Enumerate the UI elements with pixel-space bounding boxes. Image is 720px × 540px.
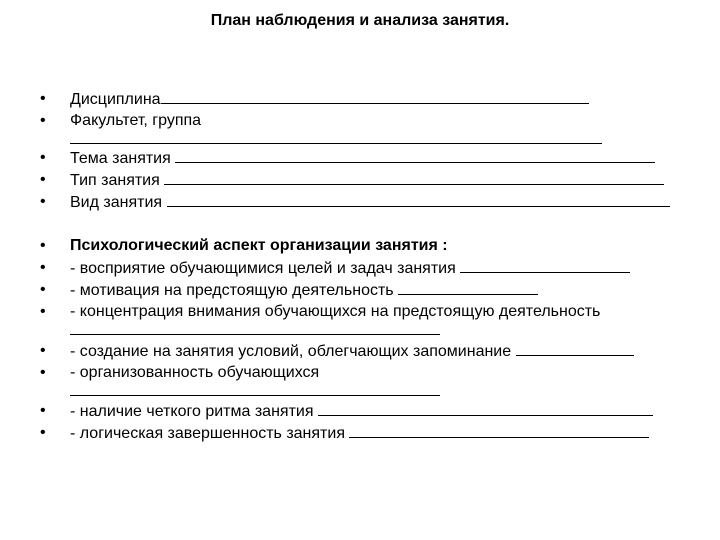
fill-in-line[interactable] (164, 169, 664, 185)
concentration-fill-row (0, 319, 720, 341)
fill-in-line[interactable] (460, 257, 630, 273)
fill-in-line[interactable] (167, 191, 670, 207)
bullet-marker: • (40, 364, 46, 381)
item-label: - логическая завершенность занятия (70, 425, 350, 442)
fill-in-line[interactable] (70, 319, 440, 335)
fill-in-line[interactable] (516, 340, 634, 356)
item-label: - восприятие обучающимися целей и задач занятия (70, 260, 461, 277)
item-label: - наличие четкого ритма занятия (70, 403, 318, 420)
bullet-marker: • (40, 259, 46, 276)
item-label: - создание на занятия условий, облегчающих запоминание (70, 343, 516, 360)
item-label: - организованность обучающихся (70, 364, 320, 381)
item-label: Факультет, группа (70, 112, 202, 129)
fill-in-line[interactable] (70, 380, 440, 396)
fill-in-line[interactable] (318, 400, 653, 416)
bullet-marker: • (40, 342, 46, 359)
section-heading: Психологический аспект организации занятия : (70, 237, 448, 254)
fill-in-line[interactable] (398, 279, 538, 295)
bullet-marker: • (40, 237, 46, 254)
bullet-marker: • (40, 303, 46, 320)
page-title: План наблюдения и анализа занятия. (210, 12, 510, 29)
bullet-marker: • (40, 149, 46, 166)
fill-in-line[interactable] (349, 422, 649, 438)
fill-in-line[interactable] (70, 128, 602, 144)
list-item-topic (0, 147, 720, 169)
item-label: Вид занятия (70, 194, 167, 211)
list-item-perception (0, 257, 720, 279)
organization-fill-row (0, 380, 720, 402)
item-label: Тип занятия (70, 172, 165, 189)
list-item-memorization (0, 340, 720, 362)
list-item-rhythm (0, 400, 720, 422)
list-item-psychological-aspect (0, 235, 720, 257)
fill-in-line[interactable] (161, 88, 589, 104)
bullet-marker: • (40, 281, 46, 298)
bullet-marker: • (40, 402, 46, 419)
item-label: Дисциплина (70, 91, 161, 108)
item-label: - концентрация внимания обучающихся на предстоящую деятельность (70, 303, 601, 320)
bullet-marker: • (40, 424, 46, 441)
list-item-type (0, 169, 720, 191)
fill-in-line[interactable] (175, 147, 655, 163)
bullet-marker: • (40, 112, 46, 129)
list-item-kind (0, 191, 720, 213)
list-item-completeness (0, 422, 720, 444)
bullet-marker: • (40, 90, 46, 107)
list-item-discipline (0, 88, 720, 110)
item-label: - мотивация на предстоящую деятельность (70, 282, 399, 299)
item-label: Тема занятия (70, 150, 176, 167)
bullet-marker: • (40, 193, 46, 210)
bullet-marker: • (40, 171, 46, 188)
list-item-motivation (0, 279, 720, 301)
